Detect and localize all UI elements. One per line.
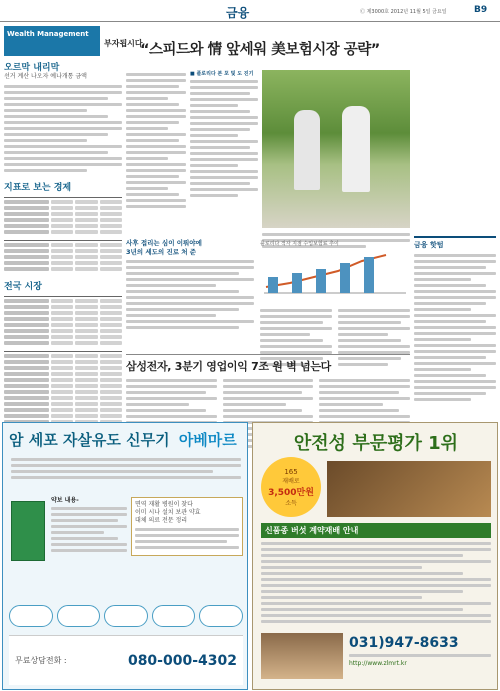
ad-tag-2: 이미 시나 설치 보관 약효 bbox=[135, 509, 201, 516]
chart-title: 플로리다 적자 지점 수입보험료 추이 bbox=[260, 241, 339, 247]
samsung-headline: 삼성전자, 3분기 영업이익 7조 원 벽 넘는다 bbox=[126, 360, 331, 373]
wealth-badge-sub: 부자됩시다 bbox=[104, 39, 143, 48]
ad-book-cover bbox=[11, 501, 45, 561]
ad-price-d: 소득 bbox=[285, 499, 297, 507]
ad-price-a: 165 bbox=[284, 467, 298, 476]
ad-category-buttons bbox=[9, 605, 243, 627]
ad-right-web[interactable]: http://www.zlmrt.kr bbox=[349, 660, 407, 667]
chart-bar bbox=[364, 257, 374, 293]
feature-sub-b: 3년의 세도의 진로 처 준 bbox=[126, 248, 197, 256]
ad-category-btn[interactable] bbox=[152, 605, 196, 627]
feature-left-text bbox=[126, 70, 186, 211]
ad-right bbox=[252, 422, 498, 690]
date-line: Ⓒ 제3000호 2012년 11월 5일 금요일 bbox=[360, 9, 447, 15]
ad-category-btn[interactable] bbox=[199, 605, 243, 627]
finance-sidebar bbox=[414, 236, 496, 398]
feature-box-title: ■ 플로리다 본 포 및 도 진기 bbox=[190, 71, 254, 77]
revenue-chart bbox=[260, 240, 410, 302]
feature-box bbox=[190, 70, 258, 200]
wealth-badge bbox=[4, 26, 100, 56]
market-title: 전국 시장 bbox=[4, 282, 42, 292]
feature-sub-a: 사후 접리는 심이 이뤄야에 bbox=[126, 239, 202, 247]
economy-indicators-title: 지표로 보는 경제 bbox=[4, 183, 72, 193]
divider bbox=[126, 354, 410, 355]
ad-right-title: 안전성 부문평가 1위 bbox=[293, 433, 459, 454]
feature-subtitles bbox=[126, 238, 254, 332]
person-1 bbox=[294, 110, 320, 190]
economy-indicators bbox=[4, 180, 122, 426]
chart-bar bbox=[268, 277, 278, 293]
ad-info-panel bbox=[131, 497, 243, 556]
ad-book-label: 약보 내용- bbox=[51, 497, 79, 504]
page-number: B9 bbox=[474, 5, 488, 15]
chart-bar bbox=[292, 273, 302, 293]
ad-price-b: 재배로 bbox=[282, 477, 300, 485]
ad-category-btn[interactable] bbox=[104, 605, 148, 627]
column-1-sub: 선거 계산 나오자 예나개통 금액 bbox=[4, 73, 87, 80]
column-1-title: 오르막 내리막 bbox=[4, 63, 60, 73]
ad-left-title bbox=[9, 429, 243, 450]
ad-right-ribbon: 신품종 버섯 계약재배 안내 bbox=[261, 523, 491, 538]
ad-right-badge bbox=[261, 457, 321, 517]
main-headline: “스피드와 情 앞세워 美보험시장 공략” bbox=[140, 42, 380, 58]
ad-category-btn[interactable] bbox=[57, 605, 101, 627]
ad-contact-label: 무료상담전화 : bbox=[15, 656, 67, 665]
ad-tag-3: 대체 의료 전문 정리 bbox=[135, 517, 188, 524]
ad-right-phone[interactable]: 031)947-8633 bbox=[349, 635, 459, 651]
ad-book-info bbox=[51, 495, 127, 555]
ad-mushroom-tray bbox=[261, 633, 343, 679]
ad-price-c: 3,500만원 bbox=[268, 487, 314, 498]
person-2 bbox=[342, 106, 370, 192]
finance-sidebar-title: 금융 핫텀 bbox=[414, 236, 496, 250]
column-1 bbox=[4, 60, 122, 175]
ad-category-btn[interactable] bbox=[9, 605, 53, 627]
section-title: 금융 bbox=[226, 6, 250, 20]
chart-bar bbox=[340, 263, 350, 293]
ad-contact-number[interactable]: 080-000-4302 bbox=[127, 652, 237, 669]
ad-left bbox=[2, 422, 248, 690]
chart-bar bbox=[316, 269, 326, 293]
ad-left-brand: 아베마르 bbox=[178, 431, 237, 449]
ad-contact bbox=[9, 635, 243, 685]
page-header bbox=[0, 0, 500, 22]
chart-svg bbox=[260, 247, 410, 299]
ad-tag-1: 면역 재활 병원이 찾다 bbox=[135, 501, 193, 508]
ad-right-contact bbox=[349, 635, 491, 667]
ad-left-title-text: 암 세포 자살유도 신무기 bbox=[9, 431, 170, 449]
wealth-badge-title: Wealth Management bbox=[7, 30, 89, 38]
ad-mushroom-photo bbox=[327, 461, 491, 517]
feature-photo bbox=[262, 70, 410, 228]
